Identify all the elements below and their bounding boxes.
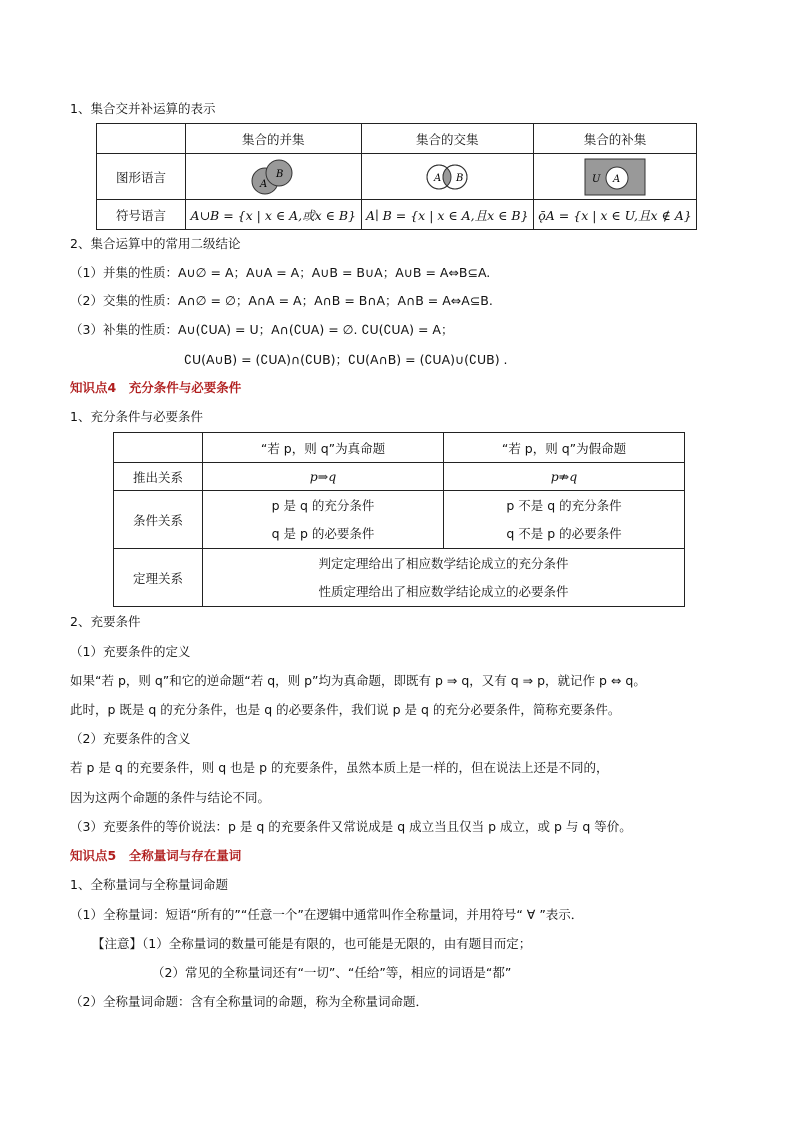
theorem-line-2: 性质定理给出了相应数学结论成立的必要条件: [318, 583, 569, 599]
knowledge-point-4-heading: 知识点4 充分条件与必要条件: [70, 380, 242, 395]
intersection-venn: [361, 154, 534, 200]
venn-label-b: B: [276, 168, 284, 180]
intersection-properties: （2）交集的性质：A∩∅ = ∅；A∩A = A；A∩B = B∩A；A∩B = A⇔A⊆B.: [70, 293, 493, 308]
condition-false-line-1: p 不是 q 的充分条件: [506, 497, 622, 513]
venn-label-b: B: [456, 172, 464, 184]
header-true-proposition: “若 p，则 q”为真命题: [203, 433, 444, 463]
definition-line-1: 如果“若 p，则 q”和它的逆命题“若 q，则 p”均为真命题，即既有 p ⇒ q，又有 q ⇒ p，就记作 p ⇔ q。: [70, 673, 646, 688]
universal-proposition: （2）全称量词命题：含有全称量词的命题，称为全称量词命题．: [70, 994, 428, 1009]
universal-quantifier-definition: （1）全称量词：短语“所有的”“任意一个”在逻辑中通常叫作全称量词，并用符号“ ∀ ”表示．: [70, 907, 584, 922]
header-complement: 集合的补集: [534, 124, 697, 154]
equivalent-statement: （3）充要条件的等价说法：p 是 q 的充要条件又常说成是 q 成立当且仅当 p 成立，或 p 与 q 等价。: [70, 819, 632, 834]
complement-venn: [534, 154, 697, 200]
kp4-subtitle-2: 2、充要条件: [70, 614, 141, 629]
note-line-1: 【注意】（1）全称量词的数量可能是有限的，也可能是无限的，由有题目而定；: [92, 936, 532, 951]
row-head-theorem: 定理关系: [114, 549, 203, 607]
theorem-relation: [203, 549, 685, 607]
row-head-graph: 图形语言: [97, 154, 186, 200]
theorem-line-1: 判定定理给出了相应数学结论成立的充分条件: [318, 555, 569, 571]
kp5-subtitle-1: 1、全称量词与全称量词命题: [70, 877, 228, 892]
knowledge-point-5-heading: 知识点5 全称量词与存在量词: [70, 848, 242, 863]
header-false-proposition: “若 p，则 q”为假命题: [443, 433, 684, 463]
meaning-line-1: 若 p 是 q 的充要条件，则 q 也是 p 的充要条件，虽然本质上是一样的，但在说法上还是不同的，: [70, 760, 609, 775]
condition-false-line-2: q 不是 p 的必要条件: [506, 525, 622, 541]
row-head-symbol: 符号语言: [97, 200, 186, 230]
intersection-symbol: A∣ B = {x | x ∈ A,且x ∈ B}: [361, 200, 534, 230]
condition-true-line-1: p 是 q 的充分条件: [271, 497, 375, 513]
complement-properties-1: （3）补集的性质：A∪(∁UA) = U；A∩(∁UA) = ∅. ∁U(∁UA) = A；: [70, 322, 454, 337]
section-2-title: 2、集合运算中的常用二级结论: [70, 236, 241, 251]
condition-false: [443, 491, 684, 549]
header-empty: [97, 124, 186, 154]
kp4-subtitle-1: 1、充分条件与必要条件: [70, 409, 203, 424]
row-head-condition: 条件关系: [114, 491, 203, 549]
meaning-line-2: 因为这两个命题的条件与结论不同。: [70, 790, 271, 805]
venn-label-a: A: [613, 173, 621, 185]
union-properties: （1）并集的性质：A∪∅ = A；A∪A = A；A∪B = B∪A；A∪B = A⇔B⊆A.: [70, 265, 491, 280]
implication-true: p⇒q: [203, 463, 444, 491]
definition-title: （1）充要条件的定义: [70, 644, 191, 659]
header-empty: [114, 433, 203, 463]
meaning-title: （2）充要条件的含义: [70, 731, 191, 746]
sufficient-necessary-table: [113, 432, 685, 607]
set-operations-table: [96, 123, 697, 230]
section-1-title: 1、集合交并补运算的表示: [70, 101, 216, 116]
complement-properties-2: ∁U(A∪B) = (∁UA)∩(∁UB)；∁U(A∩B) = (∁UA)∪(∁UB) .: [184, 352, 508, 367]
union-venn: [186, 154, 362, 200]
condition-true-line-2: q 是 p 的必要条件: [271, 525, 375, 541]
definition-line-2: 此时，p 既是 q 的充分条件，也是 q 的必要条件，我们说 p 是 q 的充分必要条件，简称充要条件。: [70, 702, 621, 717]
intersection-venn-diagram: [417, 157, 477, 197]
header-union: 集合的并集: [186, 124, 362, 154]
row-head-implication: 推出关系: [114, 463, 203, 491]
condition-true: [203, 491, 444, 549]
complement-symbol: ǭA = {x | x ∈ U,且x ∉ A}: [534, 200, 697, 230]
venn-label-a: A: [260, 178, 268, 190]
complement-venn-diagram: [583, 157, 647, 197]
note-line-2: （2）常见的全称量词还有“一切”、“任给”等，相应的词语是“都”: [152, 965, 512, 980]
implication-false: p⇏q: [443, 463, 684, 491]
header-intersection: 集合的交集: [361, 124, 534, 154]
venn-label-a: A: [434, 172, 442, 184]
union-venn-diagram: [243, 157, 303, 197]
union-symbol: A∪B = {x | x ∈ A,或x ∈ B}: [186, 200, 362, 230]
venn-label-u: U: [592, 173, 601, 185]
